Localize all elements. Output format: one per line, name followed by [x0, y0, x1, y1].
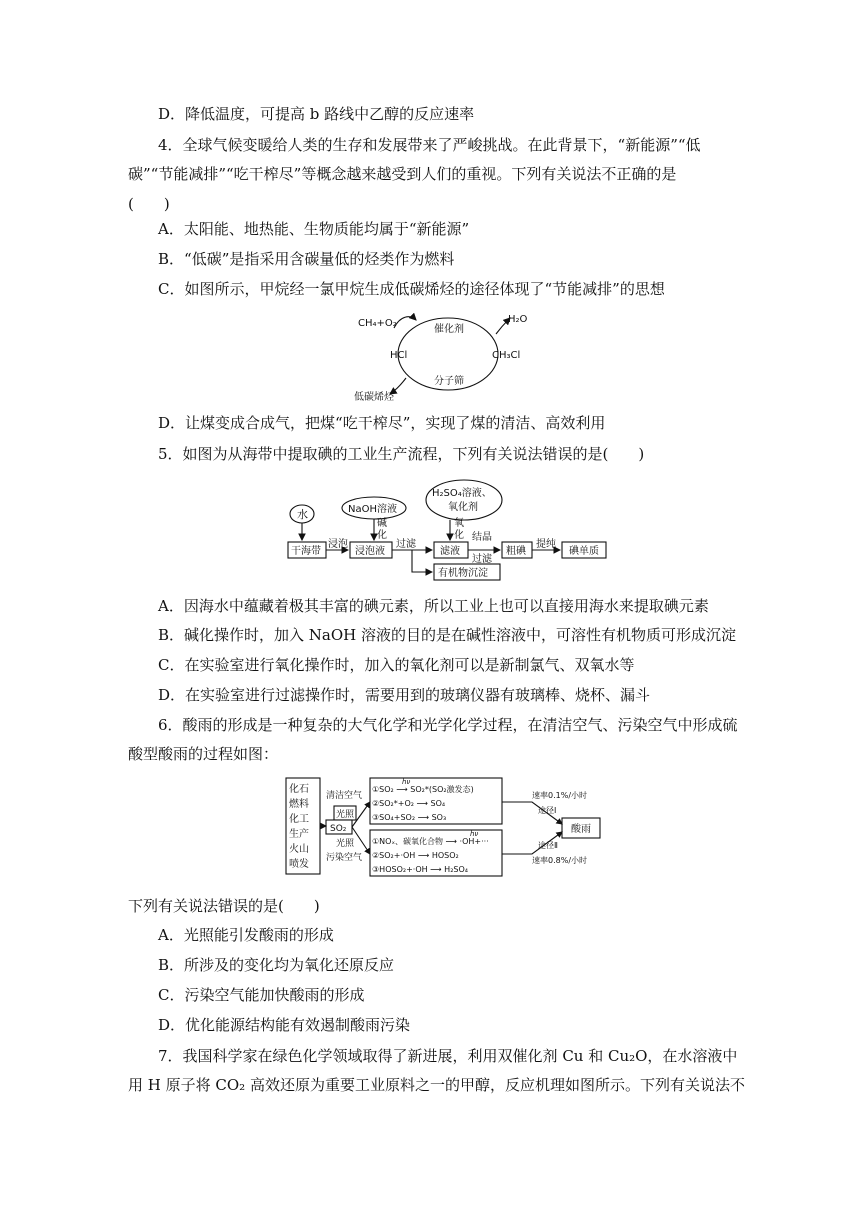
- flow-acid-line2: 氧化剂: [448, 502, 478, 513]
- q5-option-d: D．在实验室进行过滤操作时，需要用到的玻璃仪器有玻璃棒、烧杯、漏斗: [158, 686, 651, 704]
- flow-soak-liquid: 浸泡液: [355, 546, 385, 557]
- flow-filter: 过滤: [396, 539, 416, 550]
- q3-option-d: D．降低温度，可提高 b 路线中乙醇的反应速率: [158, 105, 475, 123]
- flow-purify: 提纯: [536, 539, 556, 550]
- flow-filtrate: 滤液: [440, 546, 460, 557]
- q4-answer-blank: ( ): [128, 195, 170, 213]
- acid-reaction-4: ①NOₓ、碳氧化合物 ⟶ ·OH+···: [372, 837, 489, 846]
- acid-rate-2: 速率0.8%/小时: [532, 856, 588, 865]
- q6-stem-2: 酸型酸雨的过程如图：: [128, 745, 279, 763]
- cycle-molecular-sieve: 分子筛: [434, 376, 464, 387]
- cycle-ch4-o2: CH₄+O₂: [358, 318, 397, 329]
- flow-dried-kelp: 干海带: [291, 546, 321, 557]
- flow-oxidize-2: 化: [454, 530, 464, 541]
- flow-alkalize-1: 碱: [377, 518, 387, 529]
- cycle-low-carbon-olefin: 低碳烯烃: [354, 392, 394, 403]
- q6-option-c: C．污染空气能加快酸雨的形成: [158, 986, 365, 1004]
- acid-so2: SO₂: [330, 824, 347, 834]
- flow-water: 水: [297, 508, 308, 521]
- acid-source-6: 喷发: [289, 859, 309, 870]
- q6-option-b: B．所涉及的变化均为氧化还原反应: [158, 956, 395, 974]
- acid-source-1: 化石: [289, 784, 309, 795]
- acid-route-1: 途径Ⅰ: [538, 806, 557, 815]
- methane-cycle-diagram: [350, 306, 550, 404]
- flow-crude-iodine: 粗碘: [506, 546, 526, 557]
- acid-source-3: 化工: [289, 814, 309, 825]
- acid-source-5: 火山: [289, 844, 309, 855]
- q4-stem-1: 4．全球气候变暖给人类的生存和发展带来了严峻挑战。在此背景下，“新能源”“低: [158, 136, 701, 154]
- acid-reaction-2: ②SO₂*+O₂ ⟶ SO₄: [372, 799, 446, 808]
- acid-light-1: 光照: [336, 810, 355, 820]
- cycle-h2o: H₂O: [508, 314, 528, 325]
- acid-source-4: 生产: [289, 829, 309, 840]
- flow-crystallize: 结晶: [472, 532, 492, 543]
- acid-rate-1: 速率0.1%/小时: [532, 791, 588, 800]
- cycle-ch3cl: CH₃Cl: [492, 350, 521, 361]
- acid-rain-diagram: [284, 774, 614, 882]
- flow-soak: 浸泡: [328, 539, 348, 550]
- acid-polluted-air: 污染空气: [326, 853, 363, 863]
- acid-reaction-5: ②SO₂+·OH ⟶ HOSO₂: [372, 851, 459, 860]
- q6-stem-1: 6．酸雨的形成是一种复杂的大气化学和光学化学过程，在清洁空气、污染空气中形成硫: [158, 716, 738, 734]
- q5-option-a: A．因海水中蕴藏着极其丰富的碘元素，所以工业上也可以直接用海水来提取碘元素: [158, 597, 709, 615]
- acid-reaction-1: ①SO₂ ⟶ SO₂*(SO₂激发态): [372, 785, 474, 794]
- q5-option-c: C．在实验室进行氧化操作时，加入的氧化剂可以是新制氯气、双氧水等: [158, 656, 635, 674]
- acid-hv-2: hν: [470, 830, 479, 838]
- q5-stem: 5．如图为从海带中提取碘的工业生产流程，下列有关说法错误的是( ): [158, 445, 645, 463]
- q7-stem-1: 7．我国科学家在绿色化学领域取得了新进展，利用双催化剂 Cu 和 Cu₂O，在水溶液中: [158, 1047, 738, 1065]
- acid-light-2: 光照: [336, 839, 355, 849]
- q5-option-b: B．碱化操作时，加入 NaOH 溶液的目的是在碱性溶液中，可溶性有机物质可形成沉淀: [158, 626, 737, 644]
- acid-hv-1: hν: [402, 778, 411, 786]
- flow-oxidize-1: 氧: [454, 518, 464, 529]
- q6-option-d: D．优化能源结构能有效遏制酸雨污染: [158, 1016, 411, 1034]
- flow-alkalize-2: 化: [377, 530, 387, 541]
- cycle-catalyst: 催化剂: [434, 324, 464, 335]
- q7-stem-2: 用 H 原子将 CO₂ 高效还原为重要工业原料之一的甲醇，反应机理如图所示。下列有关说法不: [128, 1076, 745, 1094]
- iodine-extraction-flowchart: [284, 476, 614, 586]
- flow-organic-precipitate: 有机物沉淀: [438, 568, 488, 579]
- flow-crystallize-filter: 过滤: [472, 554, 492, 565]
- acid-clean-air: 清洁空气: [326, 791, 363, 801]
- flow-iodine: 碘单质: [569, 546, 599, 557]
- q6-ask: 下列有关说法错误的是( ): [128, 897, 320, 915]
- flow-naoh-solution: NaOH溶液: [348, 504, 397, 515]
- acid-rain: 酸雨: [571, 824, 591, 835]
- q4-option-c: C．如图所示，甲烷经一氯甲烷生成低碳烯烃的途径体现了“节能减排”的思想: [158, 280, 665, 298]
- acid-reaction-6: ③HOSO₂+·OH ⟶ H₂SO₄: [372, 865, 468, 874]
- cycle-hcl: HCl: [390, 350, 408, 361]
- q4-option-d: D．让煤变成合成气，把煤“吃干榨尽”，实现了煤的清洁、高效利用: [158, 414, 606, 432]
- flow-acid-line1: H₂SO₄溶液、: [432, 488, 492, 499]
- q4-option-b: B．“低碳”是指采用含碳量低的烃类作为燃料: [158, 250, 455, 268]
- q4-stem-2: 碳”“节能减排”“吃干榨尽”等概念越来越受到人们的重视。下列有关说法不正确的是: [128, 165, 677, 183]
- q4-option-a: A．太阳能、地热能、生物质能均属于“新能源”: [158, 220, 470, 238]
- acid-reaction-3: ③SO₄+SO₂ ⟶ SO₃: [372, 813, 447, 822]
- acid-source-2: 燃料: [289, 799, 309, 810]
- acid-route-2: 途径Ⅱ: [538, 841, 558, 850]
- q6-option-a: A．光照能引发酸雨的形成: [158, 926, 334, 944]
